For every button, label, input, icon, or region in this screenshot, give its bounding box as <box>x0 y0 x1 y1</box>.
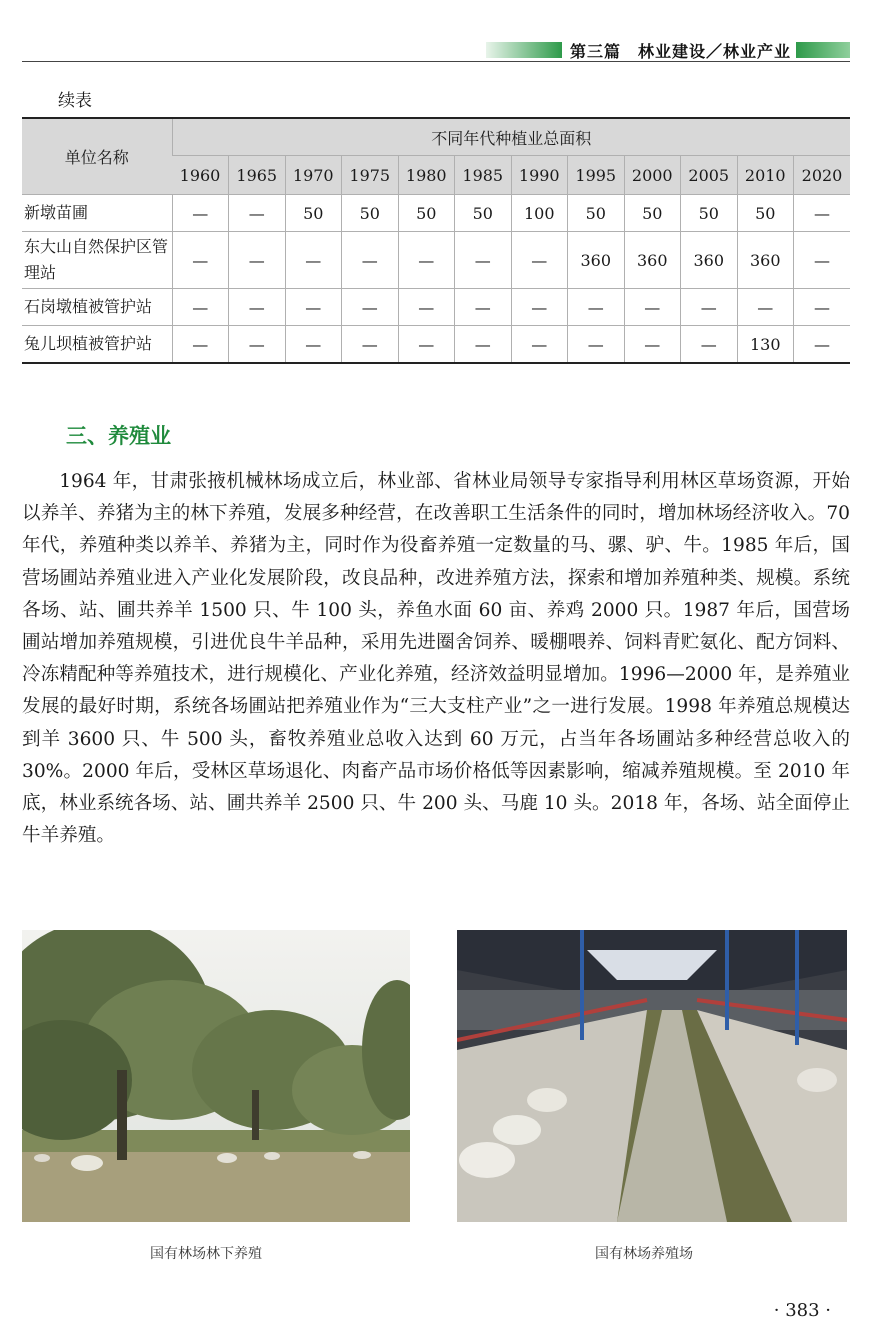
year-header-cell: 1980 <box>398 156 455 195</box>
area-value-cell: — <box>342 289 399 326</box>
area-value-cell: — <box>794 195 851 232</box>
area-value-cell: — <box>342 232 399 289</box>
year-header-cell: 1985 <box>455 156 512 195</box>
area-value-cell: — <box>285 326 342 364</box>
area-value-cell: 50 <box>455 195 512 232</box>
area-value-cell: — <box>455 232 512 289</box>
area-value-cell: — <box>511 289 568 326</box>
area-value-cell: — <box>681 326 738 364</box>
area-value-cell: 360 <box>681 232 738 289</box>
area-value-cell: 100 <box>511 195 568 232</box>
area-value-cell: 50 <box>342 195 399 232</box>
area-value-cell: — <box>794 232 851 289</box>
area-value-cell: — <box>285 289 342 326</box>
area-value-cell: — <box>229 232 286 289</box>
year-header-cell: 1970 <box>285 156 342 195</box>
area-value-cell: 360 <box>624 232 681 289</box>
area-value-cell: — <box>172 195 229 232</box>
header-gradient-bar-left <box>486 42 562 58</box>
unit-name-cell: 兔儿坝植被管护站 <box>22 326 172 364</box>
area-value-cell: — <box>794 326 851 364</box>
year-header-cell: 2020 <box>794 156 851 195</box>
year-header-cell: 2000 <box>624 156 681 195</box>
area-value-cell: — <box>172 289 229 326</box>
area-value-cell: 130 <box>737 326 794 364</box>
area-value-cell: — <box>229 195 286 232</box>
year-header-cell: 1995 <box>568 156 625 195</box>
year-header-cell: 2010 <box>737 156 794 195</box>
area-value-cell: — <box>398 289 455 326</box>
area-value-cell: 360 <box>737 232 794 289</box>
area-value-cell: 360 <box>568 232 625 289</box>
area-value-cell: — <box>398 326 455 364</box>
unit-name-header: 单位名称 <box>22 118 172 195</box>
header-rule <box>22 61 850 62</box>
area-value-cell: 50 <box>737 195 794 232</box>
area-value-cell: 50 <box>285 195 342 232</box>
unit-name-cell: 新墩苗圃 <box>22 195 172 232</box>
group-header: 不同年代种植业总面积 <box>172 118 850 156</box>
page-number: · 383 · <box>773 1300 831 1321</box>
unit-name-cell: 石岗墩植被管护站 <box>22 289 172 326</box>
running-header <box>22 38 850 62</box>
area-value-cell: — <box>794 289 851 326</box>
table-continued-label: 续表 <box>58 91 92 111</box>
area-value-cell: — <box>568 289 625 326</box>
area-value-cell: — <box>681 289 738 326</box>
area-value-cell: — <box>229 289 286 326</box>
header-gradient-bar-right <box>796 42 850 58</box>
area-value-cell: — <box>624 326 681 364</box>
area-value-cell: — <box>455 289 512 326</box>
area-value-cell: — <box>624 289 681 326</box>
area-value-cell: 50 <box>681 195 738 232</box>
table-row <box>22 326 850 364</box>
area-value-cell: — <box>511 232 568 289</box>
area-value-cell: 50 <box>568 195 625 232</box>
table-row <box>22 195 850 232</box>
year-header-cell: 1975 <box>342 156 399 195</box>
section-body-text: 1964 年，甘肃张掖机械林场成立后，林业部、省林业局领导专家指导利用林区草场资源，开始以养羊、养猪为主的林下养殖，发展多种经营，在改善职工生活条件的同时，增加林场经济收入。70 年代，养殖种类以养羊、养猪为主，同时作为役畜养殖一定数量的马、骡、驴、牛。1985 年后，国营场圃站养殖业进入产业化发展阶段，改良品种，改进养殖方法，探索和增加养殖种类、规模。系统各场、站、圃共养羊 1500 只、牛 100 头，养鱼水面 60 亩、养鸡 2000 只。1987 年后，国营场圃站增加养殖规模，引进优良牛羊品种，采用先进圈舍饲养、暖棚喂养、饲料青贮氨化、配方饲料、冷冻精配种等养殖技术，进行规模化、产业化养殖，经济效益明显增加。1996—2000 年，是养殖业发展的最好时期，系统各场圃站把养殖业作为“三大支柱产业”之一进行发展。1998 年养殖总规模达到羊 3600 只、牛 500 头，畜牧养殖业总收入达到 60 万元，占当年各场圃站多种经营总收入的 30%。2000 年后，受林区草场退化、肉畜产品市场价格低等因素影响，缩减养殖规模。至 2010 年底，林业系统各场、站、圃共养羊 2500 只、牛 200 头、马鹿 10 头。2018 年，各场、站全面停止牛羊养殖。 <box>22 471 850 847</box>
table-row <box>22 232 850 289</box>
year-header-cell: 2005 <box>681 156 738 195</box>
unit-name-cell: 东大山自然保护区管理站 <box>22 232 172 289</box>
header-title: 第三篇 林业建设／林业产业 <box>570 42 792 61</box>
year-header-cell: 1960 <box>172 156 229 195</box>
year-header-cell: 1990 <box>511 156 568 195</box>
table-row <box>22 289 850 326</box>
area-value-cell: — <box>511 326 568 364</box>
photo-caption: 国有林场养殖场 <box>595 1246 693 1262</box>
photo-forest-sheep <box>22 930 410 1222</box>
photo-sheep-barn <box>457 930 847 1222</box>
area-value-cell: — <box>342 326 399 364</box>
area-value-cell: — <box>172 326 229 364</box>
section-title: 三、养殖业 <box>66 424 171 448</box>
area-value-cell: 50 <box>398 195 455 232</box>
area-value-cell: — <box>229 326 286 364</box>
area-value-cell: — <box>737 289 794 326</box>
planting-area-table <box>22 117 850 364</box>
area-value-cell: — <box>568 326 625 364</box>
area-value-cell: — <box>285 232 342 289</box>
area-value-cell: — <box>398 232 455 289</box>
photo-caption: 国有林场林下养殖 <box>150 1246 262 1262</box>
area-value-cell: — <box>172 232 229 289</box>
area-value-cell: 50 <box>624 195 681 232</box>
area-value-cell: — <box>455 326 512 364</box>
table-header-row <box>22 118 850 156</box>
year-header-cell: 1965 <box>229 156 286 195</box>
